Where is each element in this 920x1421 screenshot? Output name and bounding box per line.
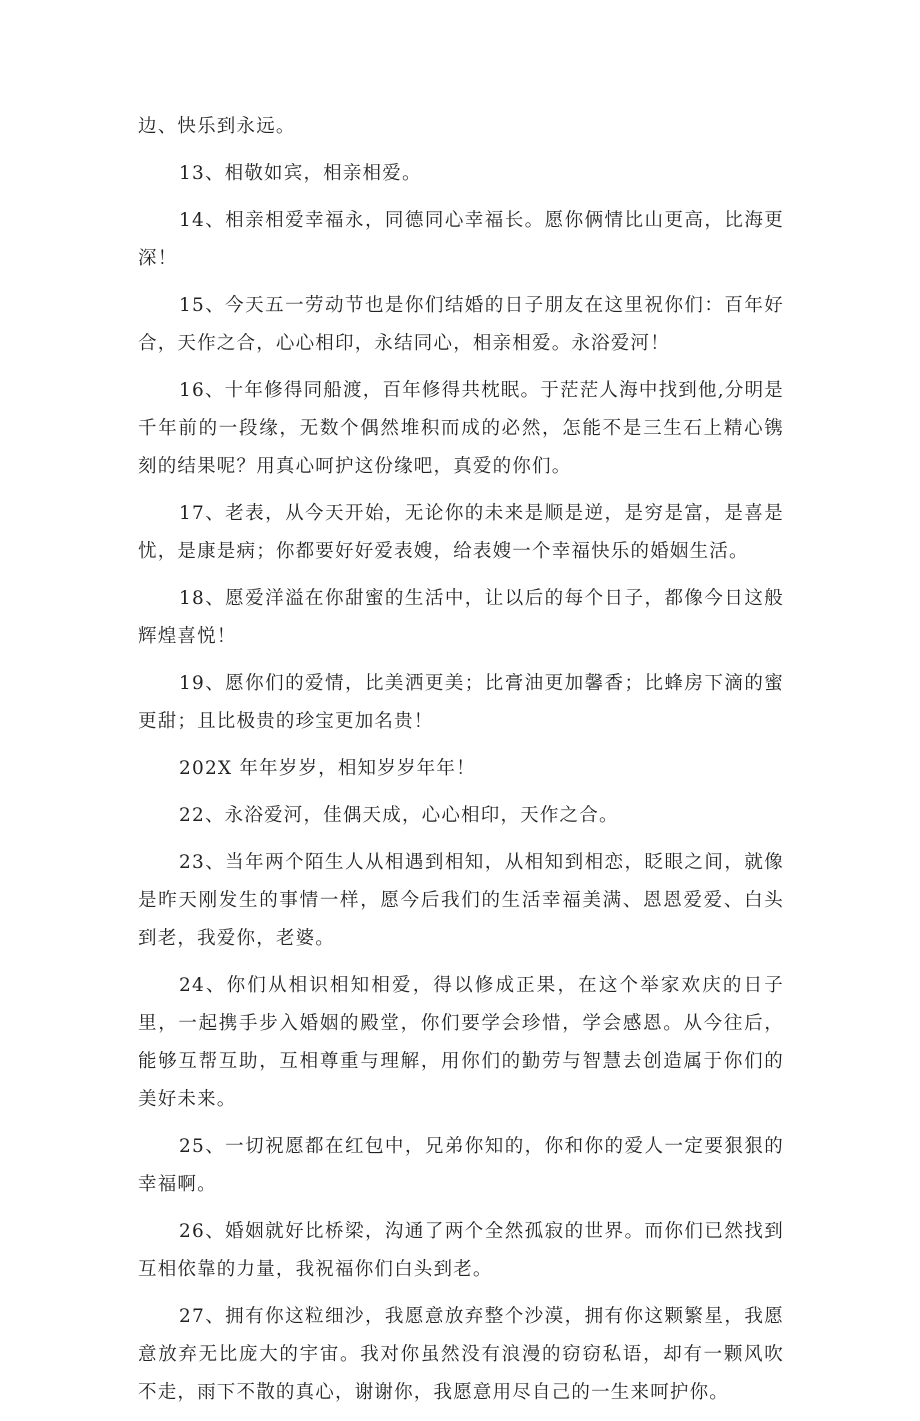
paragraph-24: 24、你们从相识相知相爱，得以修成正果，在这个举家欢庆的日子里，一起携手步入婚姻的殿堂，你们要学会珍惜，学会感恩。从今往后，能够互帮互助，互相尊重与理解，用你们的勤劳与智慧去创造属于你们的美好未来。 bbox=[138, 975, 784, 1110]
paragraph-202x: 202X 年年岁岁，相知岁岁年年！ bbox=[179, 758, 476, 779]
document-body bbox=[138, 108, 784, 1421]
paragraph-continuation: 边、快乐到永远。 bbox=[138, 116, 296, 137]
paragraph-19: 19、愿你们的爱情，比美洒更美；比膏油更加馨香；比蜂房下滴的蜜更甜；且比极贵的珍宝更加名贵！ bbox=[138, 673, 784, 732]
paragraph-22: 22、永浴爱河，佳偶天成，心心相印，天作之合。 bbox=[179, 805, 619, 826]
paragraph-25: 25、一切祝愿都在红包中，兄弟你知的，你和你的爱人一定要狠狠的幸福啊。 bbox=[138, 1136, 784, 1195]
paragraph-18: 18、愿爱洋溢在你甜蜜的生活中，让以后的每个日子，都像今日这般辉煌喜悦！ bbox=[138, 588, 784, 647]
paragraph-23: 23、当年两个陌生人从相遇到相知，从相知到相恋，眨眼之间，就像是昨天刚发生的事情一样，愿今后我们的生活幸福美满、恩恩爱爱、白头到老，我爱你，老婆。 bbox=[138, 852, 784, 949]
paragraph-14: 14、相亲相爱幸福永，同德同心幸福长。愿你俩情比山更高，比海更深！ bbox=[138, 210, 784, 269]
paragraph-13: 13、相敬如宾，相亲相爱。 bbox=[179, 163, 422, 184]
paragraph-15: 15、今天五一劳动节也是你们结婚的日子朋友在这里祝你们：百年好合，天作之合，心心相印，永结同心，相亲相爱。永浴爱河！ bbox=[138, 295, 784, 354]
paragraph-26: 26、婚姻就好比桥梁，沟通了两个全然孤寂的世界。而你们已然找到互相依靠的力量，我祝福你们白头到老。 bbox=[138, 1221, 784, 1280]
paragraph-17: 17、老表，从今天开始，无论你的未来是顺是逆，是穷是富，是喜是忧，是康是病；你都要好好爱表嫂，给表嫂一个幸福快乐的婚姻生活。 bbox=[138, 503, 784, 562]
paragraph-16: 16、十年修得同船渡，百年修得共枕眠。于茫茫人海中找到他,分明是千年前的一段缘，无数个偶然堆积而成的必然，怎能不是三生石上精心镌刻的结果呢？用真心呵护这份缘吧，真爱的你们。 bbox=[138, 380, 784, 477]
paragraph-27: 27、拥有你这粒细沙，我愿意放弃整个沙漠，拥有你这颗繁星，我愿意放弃无比庞大的宇宙。我对你虽然没有浪漫的窃窃私语，却有一颗风吹不走，雨下不散的真心，谢谢你，我愿意用尽自己的一生来呵护你。 bbox=[138, 1306, 784, 1403]
